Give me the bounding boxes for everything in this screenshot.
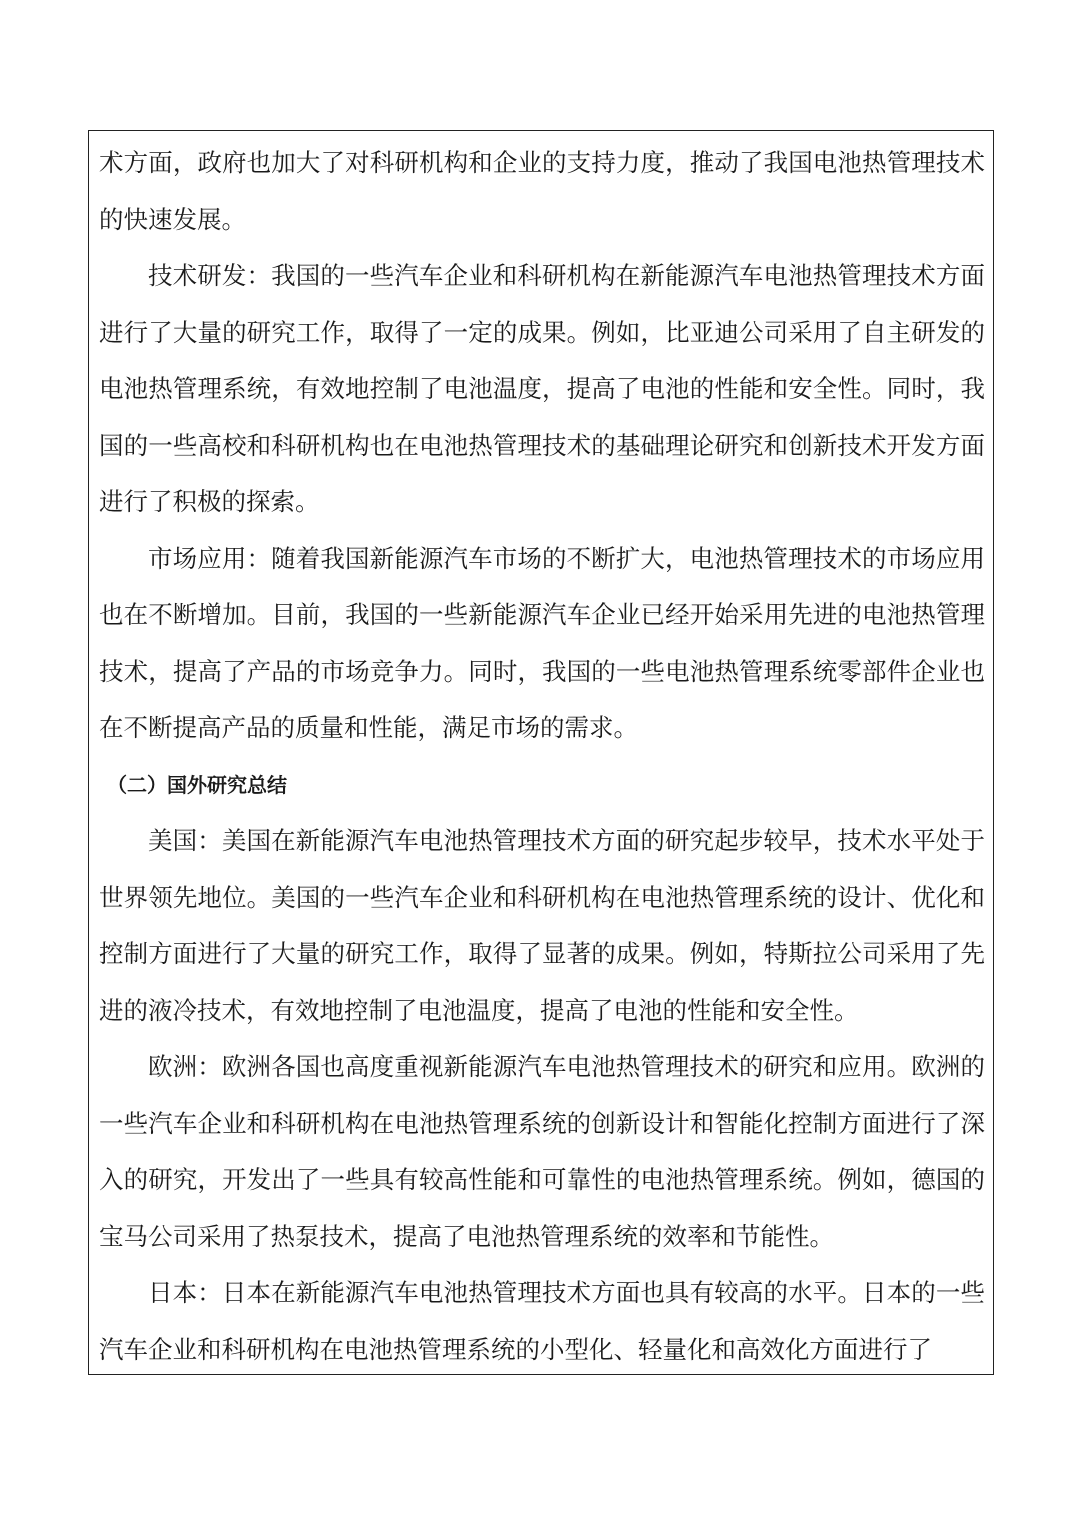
paragraph-continuation: 术方面，政府也加大了对科研机构和企业的支持力度，推动了我国电池热管理技术的快速发展。 [99,148,985,234]
paragraph-europe: 欧洲：欧洲各国也高度重视新能源汽车电池热管理技术的研究和应用。欧洲的一些汽车企业和科研机构在电池热管理系统的创新设计和智能化控制方面进行了深入的研究，开发出了一些具有较高性能和可靠性的电池热管理系统。例如，德国的宝马公司采用了热泵技术，提高了电池热管理系统的效率和节能性。 [99,1052,985,1251]
paragraph-tech-rd: 技术研发：我国的一些汽车企业和科研机构在新能源汽车电池热管理技术方面进行了大量的研究工作，取得了一定的成果。例如，比亚迪公司采用了自主研发的电池热管理系统，有效地控制了电池温度，提高了电池的性能和安全性。同时，我国的一些高校和科研机构也在电池热管理技术的基础理论研究和创新技术开发方面进行了积极的探索。 [99,261,985,516]
document-frame [88,130,994,1375]
paragraph-market: 市场应用：随着我国新能源汽车市场的不断扩大，电池热管理技术的市场应用也在不断增加。目前，我国的一些新能源汽车企业已经开始采用先进的电池热管理技术，提高了产品的市场竞争力。同时，我国的一些电池热管理系统零部件企业也在不断提高产品的质量和性能，满足市场的需求。 [99,543,985,742]
paragraph-usa: 美国：美国在新能源汽车电池热管理技术方面的研究起步较早，技术水平处于世界领先地位。美国的一些汽车企业和科研机构在电池热管理系统的设计、优化和控制方面进行了大量的研究工作，取得了显著的成果。例如，特斯拉公司采用了先进的液冷技术，有效地控制了电池温度，提高了电池的性能和安全性。 [99,826,985,1025]
document-body [99,135,985,1375]
section-heading-foreign: （二）国外研究总结 [107,772,287,797]
paragraph-japan: 日本：日本在新能源汽车电池热管理技术方面也具有较高的水平。日本的一些汽车企业和科研机构在电池热管理系统的小型化、轻量化和高效化方面进行了 [99,1278,985,1364]
